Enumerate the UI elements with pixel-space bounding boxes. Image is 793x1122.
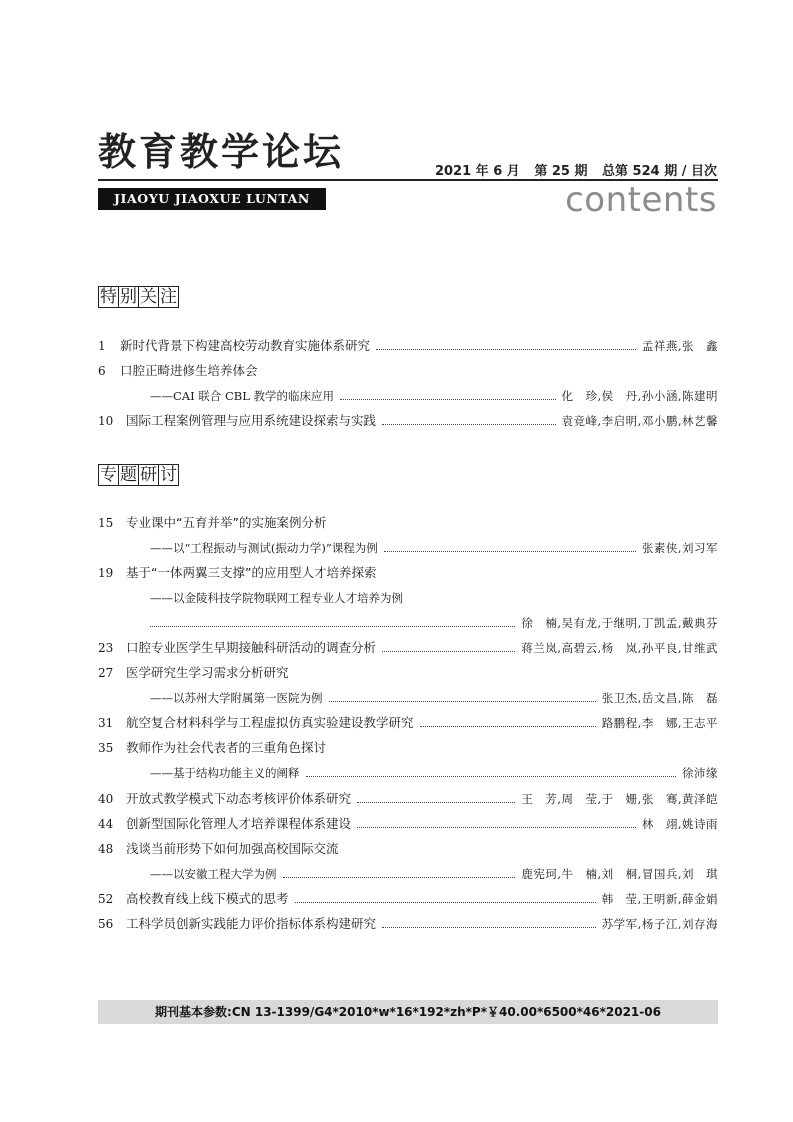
article-authors: 路鹏程,李 娜,王志平 xyxy=(601,716,718,730)
page-number: 6 xyxy=(98,364,106,378)
article-title: 航空复合材料科学与工程虚拟仿真实验建设教学研究 xyxy=(126,715,414,730)
toc-subentry[interactable] xyxy=(150,588,718,608)
article-title: 国际工程案例管理与应用系统建设探索与实践 xyxy=(126,413,377,428)
toc-entry[interactable] xyxy=(98,638,718,658)
section-char: 题 xyxy=(120,465,137,485)
article-title: 高校教育线上线下模式的思考 xyxy=(126,891,289,906)
dot-leader xyxy=(357,801,515,803)
dot-leader xyxy=(382,926,596,928)
article-title: 口腔正畸进修生培养体会 xyxy=(120,363,258,378)
toc-entry[interactable] xyxy=(98,789,718,809)
article-authors: 王 芳,周 莹,于 姗,张 骞,黄泽皑 xyxy=(521,792,718,806)
article-title: 新时代背景下构建高校劳动教育实施体系研究 xyxy=(120,338,371,353)
article-subtitle: ——以苏州大学附属第一医院为例 xyxy=(150,691,323,705)
journal-title: 教育教学论坛 xyxy=(98,130,345,174)
article-authors: 孟祥燕,张 鑫 xyxy=(641,339,718,353)
page-number: 27 xyxy=(98,666,114,680)
issue-number: 第 25 期 xyxy=(534,164,588,179)
page-number: 35 xyxy=(98,741,114,755)
article-authors: 徐沛缘 xyxy=(682,766,718,780)
dot-leader xyxy=(340,398,556,400)
article-title: 口腔专业医学生早期接触科研活动的调查分析 xyxy=(126,640,377,655)
article-subtitle: ——以金陵科技学院物联网工程专业人才培养为例 xyxy=(150,591,403,605)
toc-entry[interactable] xyxy=(98,839,718,859)
toc-subentry[interactable] xyxy=(150,386,718,406)
toc-author-line[interactable] xyxy=(150,613,718,633)
toc-entry[interactable] xyxy=(98,411,718,431)
page-number: 10 xyxy=(98,414,114,428)
toc-subentry[interactable] xyxy=(150,688,718,708)
dot-leader xyxy=(295,901,596,903)
page-number: 40 xyxy=(98,792,114,806)
total-issue: 总第 524 期 / 目次 xyxy=(602,164,717,179)
article-authors: 韩 莹,王明新,薛金娟 xyxy=(601,892,718,906)
page-number: 1 xyxy=(98,339,106,353)
toc-entry[interactable] xyxy=(98,513,718,533)
toc-entry[interactable] xyxy=(98,361,718,381)
article-authors: 张素侠,刘习军 xyxy=(641,541,718,555)
article-authors: 鹿宪珂,牛 楠,刘 桐,冒国兵,刘 琪 xyxy=(521,867,718,881)
page-number: 48 xyxy=(98,842,114,856)
toc-entry[interactable] xyxy=(98,914,718,934)
article-title: 专业课中“五育并举”的实施案例分析 xyxy=(126,515,327,530)
page-number: 52 xyxy=(98,892,114,906)
article-authors: 徐 楠,吴有龙,于继明,丁凯孟,戴典芬 xyxy=(521,616,718,630)
article-title: 浅谈当前形势下如何加强高校国际交流 xyxy=(126,841,339,856)
issue-info xyxy=(425,160,717,179)
section-char: 别 xyxy=(120,287,137,307)
article-authors: 化 珍,侯 丹,孙小涵,陈建明 xyxy=(561,389,718,403)
article-title: 医学研究生学习需求分析研究 xyxy=(126,665,289,680)
article-authors: 苏学军,杨子江,刘存海 xyxy=(601,917,718,931)
journal-pinyin: JIAOYU JIAOXUE LUNTAN xyxy=(98,188,326,210)
article-authors: 张卫杰,岳文昌,陈 磊 xyxy=(601,691,718,705)
dot-leader xyxy=(306,775,677,777)
contents-heading: contents xyxy=(565,180,717,220)
article-title: 开放式教学模式下动态考核评价体系研究 xyxy=(126,791,352,806)
toc-entry[interactable] xyxy=(98,563,718,583)
section-char: 特 xyxy=(100,287,117,307)
dot-leader xyxy=(382,423,556,425)
page-number: 31 xyxy=(98,716,114,730)
dot-leader xyxy=(420,725,596,727)
section-title-topic-discussion xyxy=(98,464,178,486)
toc-entry[interactable] xyxy=(98,336,718,356)
dot-leader xyxy=(150,625,515,627)
dot-leader xyxy=(357,826,636,828)
dot-leader xyxy=(283,876,516,878)
section-title-special-focus xyxy=(98,286,178,308)
toc-subentry[interactable] xyxy=(150,538,718,558)
article-title: 工科学员创新实践能力评价指标体系构建研究 xyxy=(126,916,377,931)
toc-entry[interactable] xyxy=(98,738,718,758)
section-char: 研 xyxy=(140,465,157,485)
toc-subentry[interactable] xyxy=(150,763,718,783)
page-number: 19 xyxy=(98,566,114,580)
dot-leader xyxy=(376,348,636,350)
article-subtitle: ——以安徽工程大学为例 xyxy=(150,867,277,881)
issue-date: 2021 年 6 月 xyxy=(434,164,520,179)
article-title: 教师作为社会代表者的三重角色探讨 xyxy=(126,740,327,755)
page-number: 15 xyxy=(98,516,114,530)
article-authors: 蒋兰岚,高碧云,杨 岚,孙平良,甘维武 xyxy=(521,641,718,655)
page-number: 56 xyxy=(98,917,114,931)
section-char: 讨 xyxy=(160,465,177,485)
article-subtitle: ——CAI 联合 CBL 教学的临床应用 xyxy=(150,389,334,403)
toc-subentry[interactable] xyxy=(150,864,718,884)
article-subtitle: ——以“工程振动与测试(振动力学)”课程为例 xyxy=(150,541,378,555)
article-authors: 林 翊,姚诗雨 xyxy=(641,817,718,831)
section-char: 关 xyxy=(140,287,157,307)
article-title: 基于“一体两翼三支撑”的应用型人才培养探索 xyxy=(126,565,377,580)
dot-leader xyxy=(384,550,636,552)
dot-leader xyxy=(329,700,596,702)
journal-parameters: 期刊基本参数:CN 13-1399/G4*2010*w*16*192*zh*P*￥40.00*6500*46*2021-06 xyxy=(98,1000,718,1024)
dot-leader xyxy=(382,650,515,652)
toc-entry[interactable] xyxy=(98,663,718,683)
article-title: 创新型国际化管理人才培养课程体系建设 xyxy=(126,816,352,831)
article-authors: 袁竞峰,李启明,邓小鹏,林艺馨 xyxy=(561,414,718,428)
section-char: 专 xyxy=(100,465,117,485)
section-char: 注 xyxy=(160,287,177,307)
toc-entry[interactable] xyxy=(98,889,718,909)
article-subtitle: ——基于结构功能主义的阐释 xyxy=(150,766,300,780)
toc-entry[interactable] xyxy=(98,814,718,834)
page-number: 23 xyxy=(98,641,114,655)
page-number: 44 xyxy=(98,817,114,831)
toc-entry[interactable] xyxy=(98,713,718,733)
